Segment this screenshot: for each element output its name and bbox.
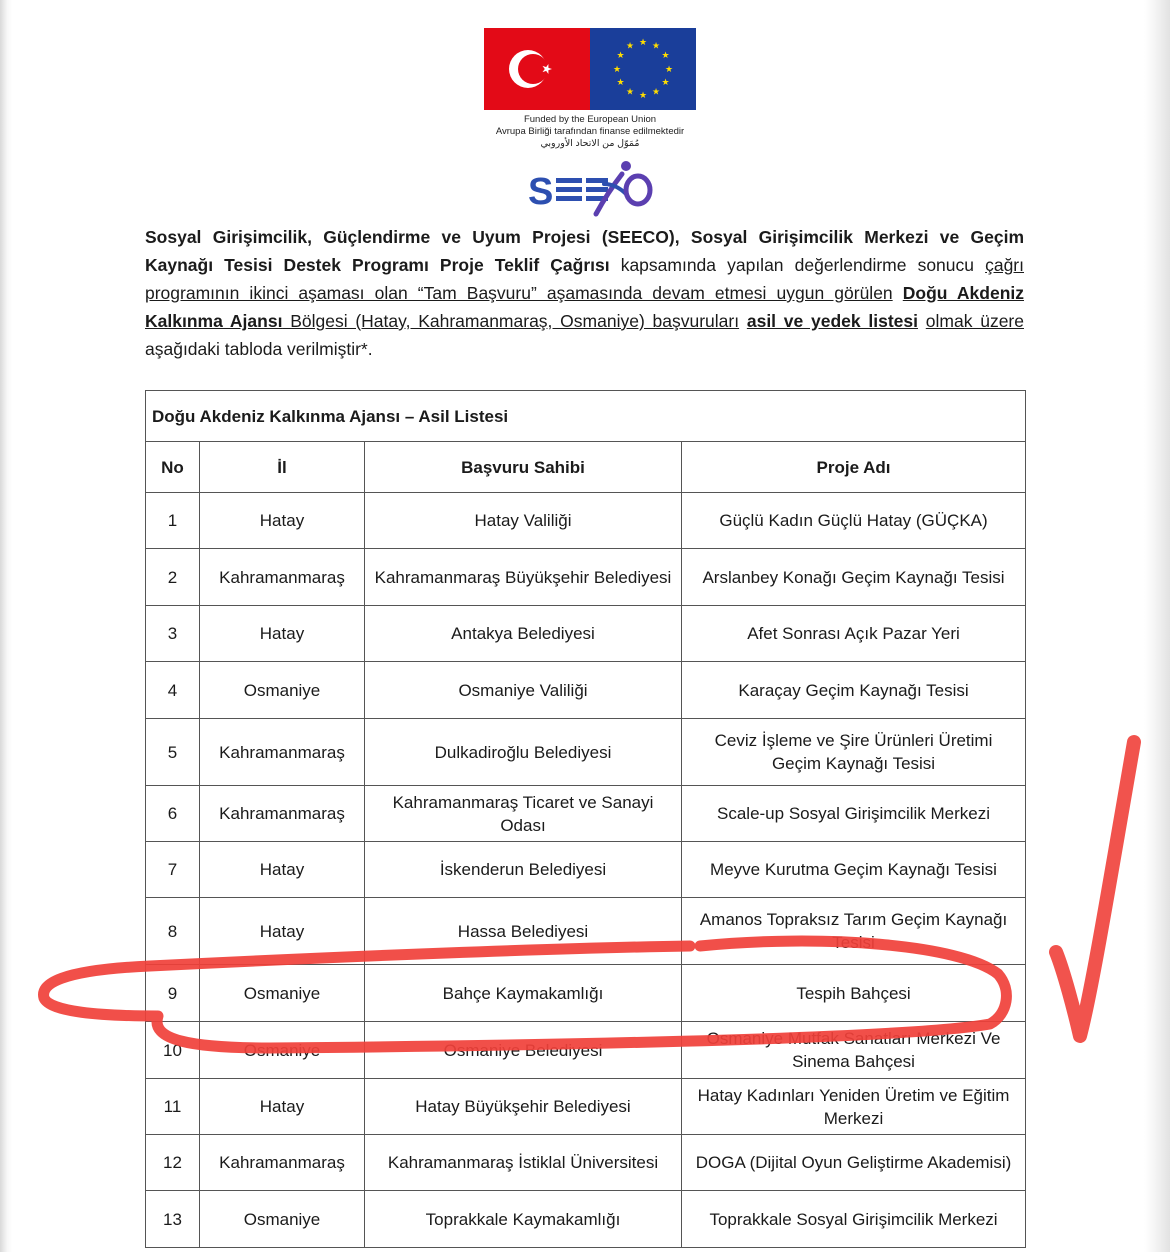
cell-proje: Toprakkale Sosyal Girişimcilik Merkezi xyxy=(682,1191,1026,1248)
svg-text:★: ★ xyxy=(616,51,625,61)
cell-il: Osmaniye xyxy=(200,1022,365,1079)
cell-basvuru: İskenderun Belediyesi xyxy=(365,842,682,898)
intro-paragraph xyxy=(145,223,1024,363)
cell-basvuru: Kahramanmaraş Ticaret ve Sanayi Odası xyxy=(365,786,682,842)
seeco-logo xyxy=(526,154,656,220)
intro-text-3: aşağıdaki tabloda verilmiştir*. xyxy=(145,339,373,359)
table-row xyxy=(146,1022,1026,1079)
turkey-flag-icon xyxy=(484,28,590,110)
checkmark-icon xyxy=(1056,742,1134,1036)
cell-proje: Arslanbey Konağı Geçim Kaynağı Tesisi xyxy=(682,549,1026,606)
table-row xyxy=(146,1079,1026,1135)
cell-proje: Scale-up Sosyal Girişimcilik Merkezi xyxy=(682,786,1026,842)
intro-stage-text: çağrı programının ikinci aşaması olan “Tam Başvuru” aşamasında devam etmesi uygun görülen xyxy=(145,255,1024,303)
svg-text:★: ★ xyxy=(664,65,674,75)
svg-text:★: ★ xyxy=(661,78,670,88)
intro-region-text: Bölgesi (Hatay, Kahramanmaraş, Osmaniye) başvuruları xyxy=(282,311,740,331)
cell-basvuru: Hatay Valiliği xyxy=(365,493,682,549)
cell-no: 12 xyxy=(146,1135,200,1191)
table-row xyxy=(146,662,1026,719)
cell-basvuru: Hatay Büyükşehir Belediyesi xyxy=(365,1079,682,1135)
cell-il: Hatay xyxy=(200,1079,365,1135)
intro-program-name: Sosyal Girişimcilik, Güçlendirme ve Uyum Projesi (SEECO), Sosyal Girişimcilik Merkezi ve Geçim Kaynağı Tesisi Destek Programı Proje Teklif Çağrısı xyxy=(145,227,1024,275)
table-caption: Doğu Akdeniz Kalkınma Ajansı – Asil Listesi xyxy=(146,391,1026,442)
cell-il: Hatay xyxy=(200,493,365,549)
svg-text:★: ★ xyxy=(625,41,635,52)
cell-no: 13 xyxy=(146,1191,200,1248)
cell-basvuru: Osmaniye Valiliği xyxy=(365,662,682,719)
cell-no: 9 xyxy=(146,965,200,1022)
svg-text:★: ★ xyxy=(638,38,648,48)
intro-agency-name: Doğu Akdeniz Kalkınma Ajansı xyxy=(145,283,1024,331)
cell-no: 10 xyxy=(146,1022,200,1079)
cell-no: 11 xyxy=(146,1079,200,1135)
cell-il: Hatay xyxy=(200,606,365,662)
cell-no: 3 xyxy=(146,606,200,662)
svg-text:★: ★ xyxy=(651,87,661,98)
cell-basvuru: Osmaniye Belediyesi xyxy=(365,1022,682,1079)
header-il: İl xyxy=(200,442,365,493)
intro-text-1: kapsamında yapılan değerlendirme sonucu xyxy=(609,255,986,275)
cell-il: Osmaniye xyxy=(200,1191,365,1248)
cell-no: 1 xyxy=(146,493,200,549)
table-row xyxy=(146,965,1026,1022)
table-row xyxy=(146,493,1026,549)
table-row xyxy=(146,842,1026,898)
cell-basvuru: Bahçe Kaymakamlığı xyxy=(365,965,682,1022)
cell-proje: DOGA (Dijital Oyun Geliştirme Akademisi) xyxy=(682,1135,1026,1191)
cell-basvuru: Dulkadiroğlu Belediyesi xyxy=(365,719,682,786)
table-row xyxy=(146,549,1026,606)
cell-il: Kahramanmaraş xyxy=(200,786,365,842)
results-table xyxy=(145,390,1026,1248)
svg-text:S: S xyxy=(528,171,553,213)
page-edge-right xyxy=(1144,0,1170,1252)
header-proje: Proje Adı xyxy=(682,442,1026,493)
cell-basvuru: Kahramanmaraş Büyükşehir Belediyesi xyxy=(365,549,682,606)
cell-proje: Afet Sonrası Açık Pazar Yeri xyxy=(682,606,1026,662)
cell-il: Kahramanmaraş xyxy=(200,549,365,606)
table-row xyxy=(146,786,1026,842)
table-row xyxy=(146,719,1026,786)
cell-il: Hatay xyxy=(200,898,365,965)
table-row xyxy=(146,606,1026,662)
cell-proje: Karaçay Geçim Kaynağı Tesisi xyxy=(682,662,1026,719)
cell-no: 6 xyxy=(146,786,200,842)
cell-proje: Hatay Kadınları Yeniden Üretim ve Eğitim Merkezi xyxy=(682,1079,1026,1135)
cell-il: Osmaniye xyxy=(200,965,365,1022)
cell-basvuru: Antakya Belediyesi xyxy=(365,606,682,662)
funding-statement xyxy=(470,114,710,150)
cell-no: 8 xyxy=(146,898,200,965)
funded-tr: Avrupa Birliği tarafından finanse edilmektedir xyxy=(495,126,685,137)
header-basvuru: Başvuru Sahibi xyxy=(365,442,682,493)
cell-proje: Meyve Kurutma Geçim Kaynağı Tesisi xyxy=(682,842,1026,898)
header-no: No xyxy=(146,442,200,493)
cell-no: 2 xyxy=(146,549,200,606)
table-row xyxy=(146,1135,1026,1191)
eu-flag-icon xyxy=(590,28,696,110)
table-row xyxy=(146,1191,1026,1248)
funded-en: Funded by the European Union xyxy=(523,114,657,125)
svg-text:★: ★ xyxy=(651,41,661,52)
cell-il: Osmaniye xyxy=(200,662,365,719)
cell-basvuru: Hassa Belediyesi xyxy=(365,898,682,965)
intro-list-type: asil ve yedek listesi xyxy=(746,311,919,331)
cell-il: Kahramanmaraş xyxy=(200,719,365,786)
page-edge-left xyxy=(0,0,12,1252)
cell-no: 7 xyxy=(146,842,200,898)
cell-no: 4 xyxy=(146,662,200,719)
svg-text:★: ★ xyxy=(661,51,670,61)
cell-basvuru: Kahramanmaraş İstiklal Üniversitesi xyxy=(365,1135,682,1191)
table-body xyxy=(146,493,1026,1248)
svg-text:★: ★ xyxy=(625,87,635,98)
table-row xyxy=(146,898,1026,965)
cell-il: Hatay xyxy=(200,842,365,898)
svg-text:★: ★ xyxy=(616,78,625,88)
cell-basvuru: Toprakkale Kaymakamlığı xyxy=(365,1191,682,1248)
cell-no: 5 xyxy=(146,719,200,786)
cell-proje: Osmaniye Mutfak Sanatları Merkezi Ve Sinema Bahçesi xyxy=(682,1022,1026,1079)
table-header-row xyxy=(146,442,1026,493)
cell-proje: Güçlü Kadın Güçlü Hatay (GÜÇKA) xyxy=(682,493,1026,549)
cell-proje: Amanos Topraksız Tarım Geçim Kaynağı Tesisi xyxy=(682,898,1026,965)
svg-text:★: ★ xyxy=(612,65,622,75)
cell-proje: Tespih Bahçesi xyxy=(682,965,1026,1022)
funded-ar: مُمَوّل من الاتحاد الأوروبي xyxy=(540,138,640,149)
intro-text-2: olmak üzere xyxy=(925,311,1024,331)
cell-il: Kahramanmaraş xyxy=(200,1135,365,1191)
cell-proje: Ceviz İşleme ve Şire Ürünleri Üretimi Geçim Kaynağı Tesisi xyxy=(682,719,1026,786)
logo-block xyxy=(470,22,710,222)
svg-text:★: ★ xyxy=(638,91,648,101)
